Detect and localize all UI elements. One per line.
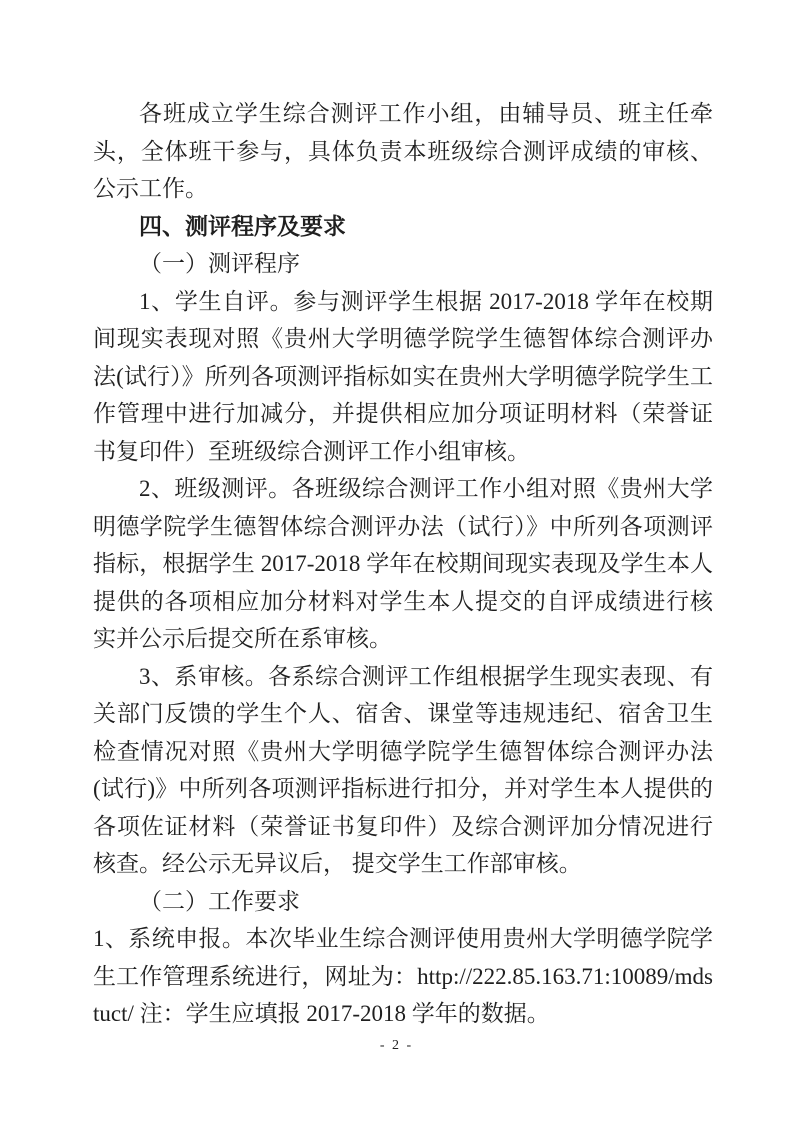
item-system-declaration: 1、系统申报。本次毕业生综合测评使用贵州大学明德学院学生工作管理系统进行，网址为：http://222.85.163.71:10089/mdstuct/ 注：学生应填报 2017-2018 学年的数据。 (93, 926, 713, 1026)
subsection-heading-evaluation-procedure: （一）测评程序 (139, 251, 300, 276)
page-number: - 2 - (379, 1038, 414, 1053)
section-heading-procedures-and-requirements: 四、测评程序及要求 (139, 212, 346, 239)
subsection-heading-work-requirements: （二）工作要求 (139, 888, 300, 914)
document-body (93, 95, 713, 1033)
intro-paragraph: 各班成立学生综合测评工作小组，由辅导员、班主任牵头，全体班干参与，具体负责本班级综合测评成绩的审核、公示工作。 (93, 101, 713, 201)
item-student-self-evaluation: 1、学生自评。参与测评学生根据 2017-2018 学年在校期间现实表现对照《贵州大学明德学院学生德智体综合测评办法(试行）》所列各项测评指标如实在贵州大学明德学院学生工作管理中进行加减分，并提供相应加分项证明材料（荣誉证书复印件）至班级综合测评工作小组审核。 (93, 288, 713, 464)
item-department-review: 3、系审核。各系综合测评工作组根据学生现实表现、有关部门反馈的学生个人、宿舍、课堂等违规违纪、宿舍卫生检查情况对照《贵州大学明德学院学生德智体综合测评办法(试行)》中所列各项测评指标进行扣分，并对学生本人提供的各项佐证材料（荣誉证书复印件）及综合测评加分情况进行核查。经公示无异议后， 提交学生工作部审核。 (93, 663, 713, 876)
item-class-evaluation: 2、班级测评。各班级综合测评工作小组对照《贵州大学明德学院学生德智体综合测评办法（试行）》中所列各项测评指标，根据学生 2017-2018 学年在校期间现实表现及学生本人提供的各项相应加分材料对学生本人提交的自评成绩进行核实并公示后提交所在系审核。 (93, 476, 713, 651)
